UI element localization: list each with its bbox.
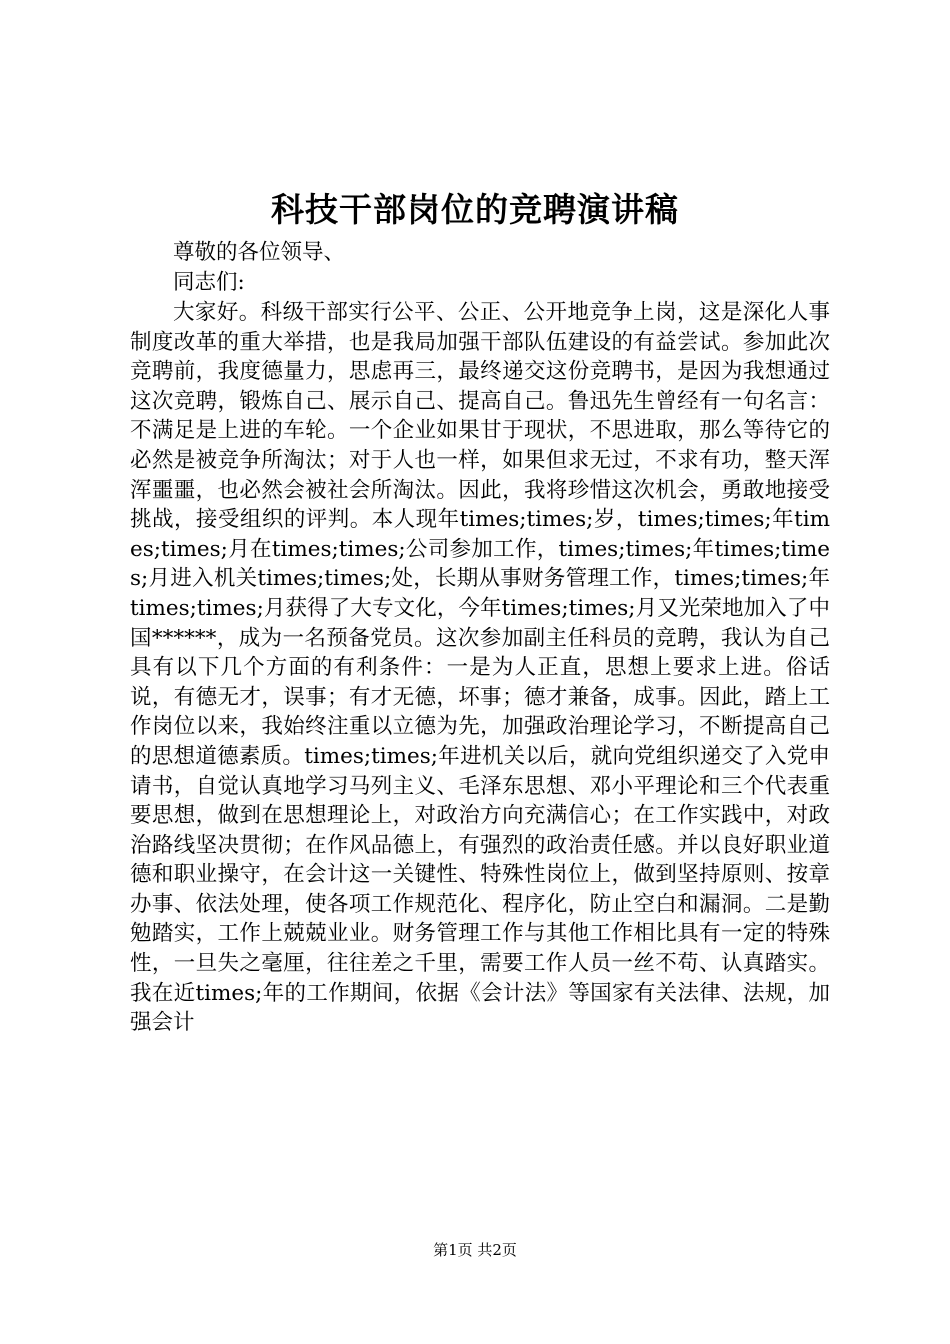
salutation-line-1: 尊敬的各位领导、 (173, 240, 346, 265)
body-paragraph: 大家好。科级干部实行公平、公正、公开地竞争上岗，这是深化人事制度改革的重大举措，也是我局加强干部队伍建设的有益尝试。参加此次竞聘前，我度德量力，思虑再三，最终递交这份竞聘书，是因为我想通过这次竞聘，锻炼自己、展示自己、提高自己。鲁迅先生曾经有一句名言：不满足是上进的车轮。一个企业如果甘于现状，不思进取，那么等待它的必然是被竞争所淘汰；对于人也一样，如果但求无过，不求有功，整天浑浑噩噩，也必然会被社会所淘汰。因此，我将珍惜这次机会，勇敢地接受挑战，接受组织的评判。本人现年times;times;岁，times;times;年times;times;月在times;times;公司参加工作，times;times;年times;times;月进入机关times;times;处，长期从事财务管理工作，times;times;年times;times;月获得了大专文化，今年times;times;月又光荣地加入了中国******，成为一名预备党员。这次参加副主任科员的竞聘，我认为自己具有以下几个方面的有利条件：一是为人正直，思想上要求上进。俗话说，有德无才，误事；有才无德，坏事；德才兼备，成事。因此，踏上工作岗位以来，我始终注重以立德为先，加强政治理论学习，不断提高自己的思想道德素质。times;times;年进机关以后，就向党组织递交了入党申请书，自觉认真地学习马列主义、毛泽东思想、邓小平理论和三个代表重要思想，做到在思想理论上，对政治方向充满信心；在工作实践中，对政治路线坚决贯彻；在作风品德上，有强烈的政治责任感。并以良好职业道德和职业操守，在会计这一关键性、特殊性岗位上，做到坚持原则、按章办事、依法处理，使各项工作规范化、程序化，防止空白和漏洞。二是勤勉踏实，工作上兢兢业业。财务管理工作与其他工作相比具有一定的特殊性，一旦失之毫厘，往往差之千里，需要工作人员一丝不苟、认真踏实。我在近times;年的工作期间，依据《会计法》等国家有关法律、法规，加强会计 (130, 300, 830, 1036)
page-footer: 第1页 共2页 (433, 1241, 517, 1259)
document-title: 科技干部岗位的竞聘演讲稿 (271, 190, 679, 229)
salutation-line-2: 同志们: (173, 270, 245, 295)
